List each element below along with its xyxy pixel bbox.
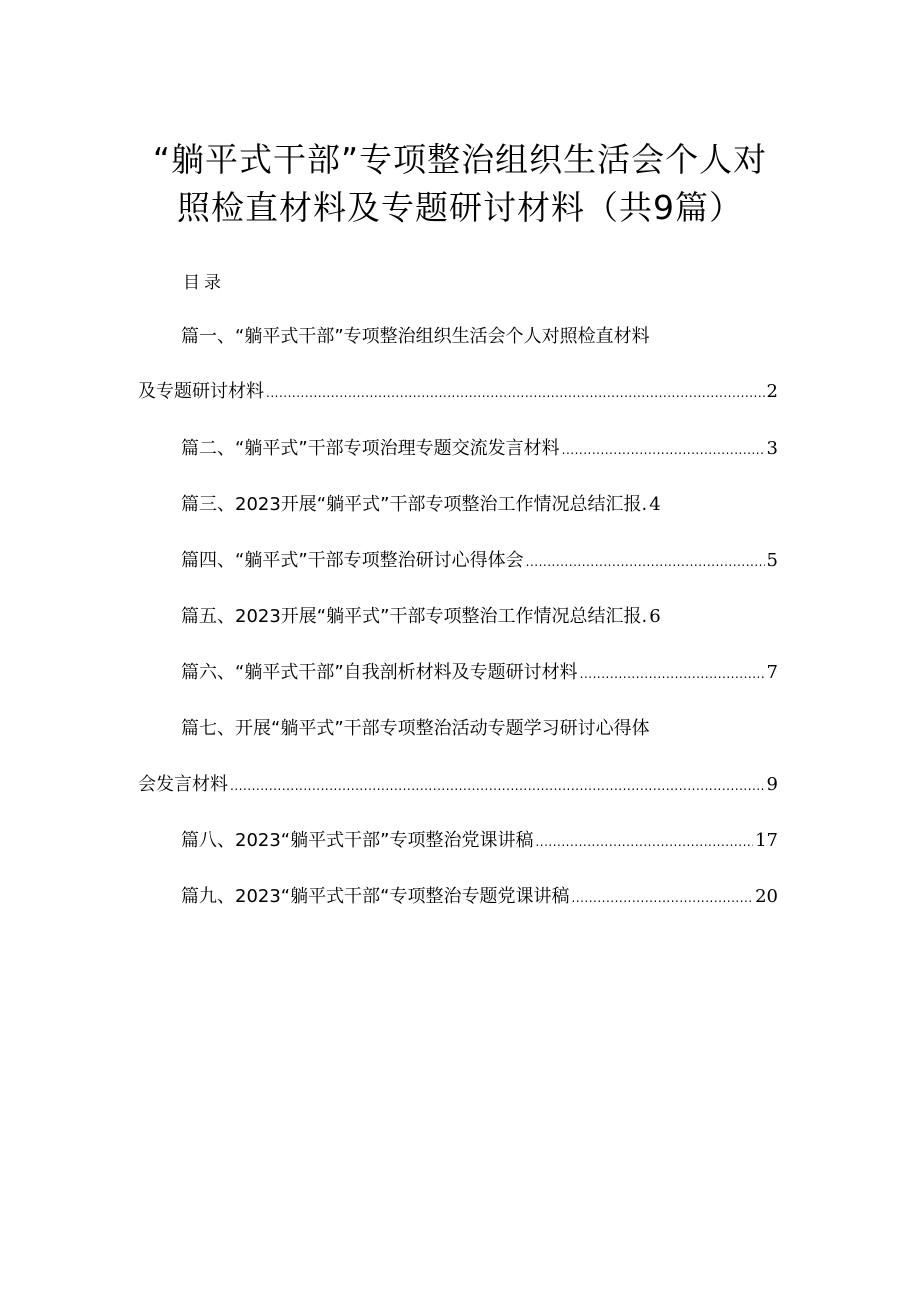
toc-entry-9-page: 20	[755, 886, 778, 907]
toc-entry-3-page: 4	[649, 494, 661, 515]
toc-entry-2-page: 3	[766, 438, 778, 459]
toc-entry-5[interactable]	[181, 602, 778, 632]
toc-entry-6-title: 篇六、“躺平式干部”自我剖析材料及专题研讨材料	[181, 662, 578, 683]
toc-entry-7-title-cont: 会发言材料	[138, 774, 228, 795]
toc-leader-dots	[526, 547, 765, 577]
toc-leader-dots	[580, 659, 765, 689]
toc-entry-7-line-2[interactable]	[138, 770, 778, 800]
toc-entry-9[interactable]	[181, 882, 778, 912]
toc-entry-8[interactable]	[181, 826, 778, 856]
toc-entry-4-title: 篇四、“躺平式”干部专项整治研讨心得体会	[181, 550, 524, 571]
toc-entry-1-title: 篇一、“躺平式干部”专项整治组织生活会个人对照检直材料	[181, 326, 650, 347]
toc-entry-6-page: 7	[766, 662, 778, 683]
toc-entry-8-title: 篇八、2023“躺平式干部”专项整治党课讲稿	[181, 830, 534, 851]
document-title-line-1: “躺平式干部”专项整治组织生活会个人对	[152, 140, 768, 179]
toc-leader-dots	[535, 827, 753, 857]
toc-entry-7-title: 篇七、开展“躺平式”干部专项整治活动专题学习研讨心得体	[181, 718, 650, 739]
toc-entry-3-title: 篇三、2023开展“躺平式”干部专项整治工作情况总结汇报.	[181, 494, 648, 515]
toc-entry-1-line-2[interactable]	[138, 377, 778, 407]
toc-entry-2-title: 篇二、“躺平式”干部专项治理专题交流发言材料	[181, 438, 560, 459]
toc-heading: 目录	[183, 273, 225, 293]
toc-entry-5-title: 篇五、2023开展“躺平式”干部专项整治工作情况总结汇报.	[181, 606, 648, 627]
toc-entry-9-title: 篇九、2023“躺平式干部“专项整治专题党课讲稿	[181, 886, 570, 907]
toc-entry-4-page: 5	[766, 550, 778, 571]
toc-entry-2[interactable]	[181, 434, 778, 464]
document-title-line-2: 照检直材料及专题研讨材料（共9篇）	[177, 188, 743, 227]
toc-entry-3[interactable]	[181, 490, 778, 520]
toc-entry-8-page: 17	[755, 830, 778, 851]
toc-entry-7-page: 9	[766, 774, 778, 795]
toc-entry-6[interactable]	[181, 658, 778, 688]
toc-entry-1-line-1[interactable]	[181, 322, 778, 352]
toc-leader-dots	[230, 771, 765, 801]
toc-entry-1-title-cont: 及专题研讨材料	[138, 381, 264, 402]
toc-leader-dots	[562, 435, 765, 465]
toc-entry-7-line-1[interactable]	[181, 714, 778, 744]
document-title	[120, 136, 800, 232]
toc-entry-1-page: 2	[766, 381, 778, 402]
toc-leader-dots	[571, 883, 753, 913]
toc-leader-dots	[266, 378, 765, 408]
toc-entry-4[interactable]	[181, 546, 778, 576]
toc-entry-5-page: 6	[649, 606, 661, 627]
